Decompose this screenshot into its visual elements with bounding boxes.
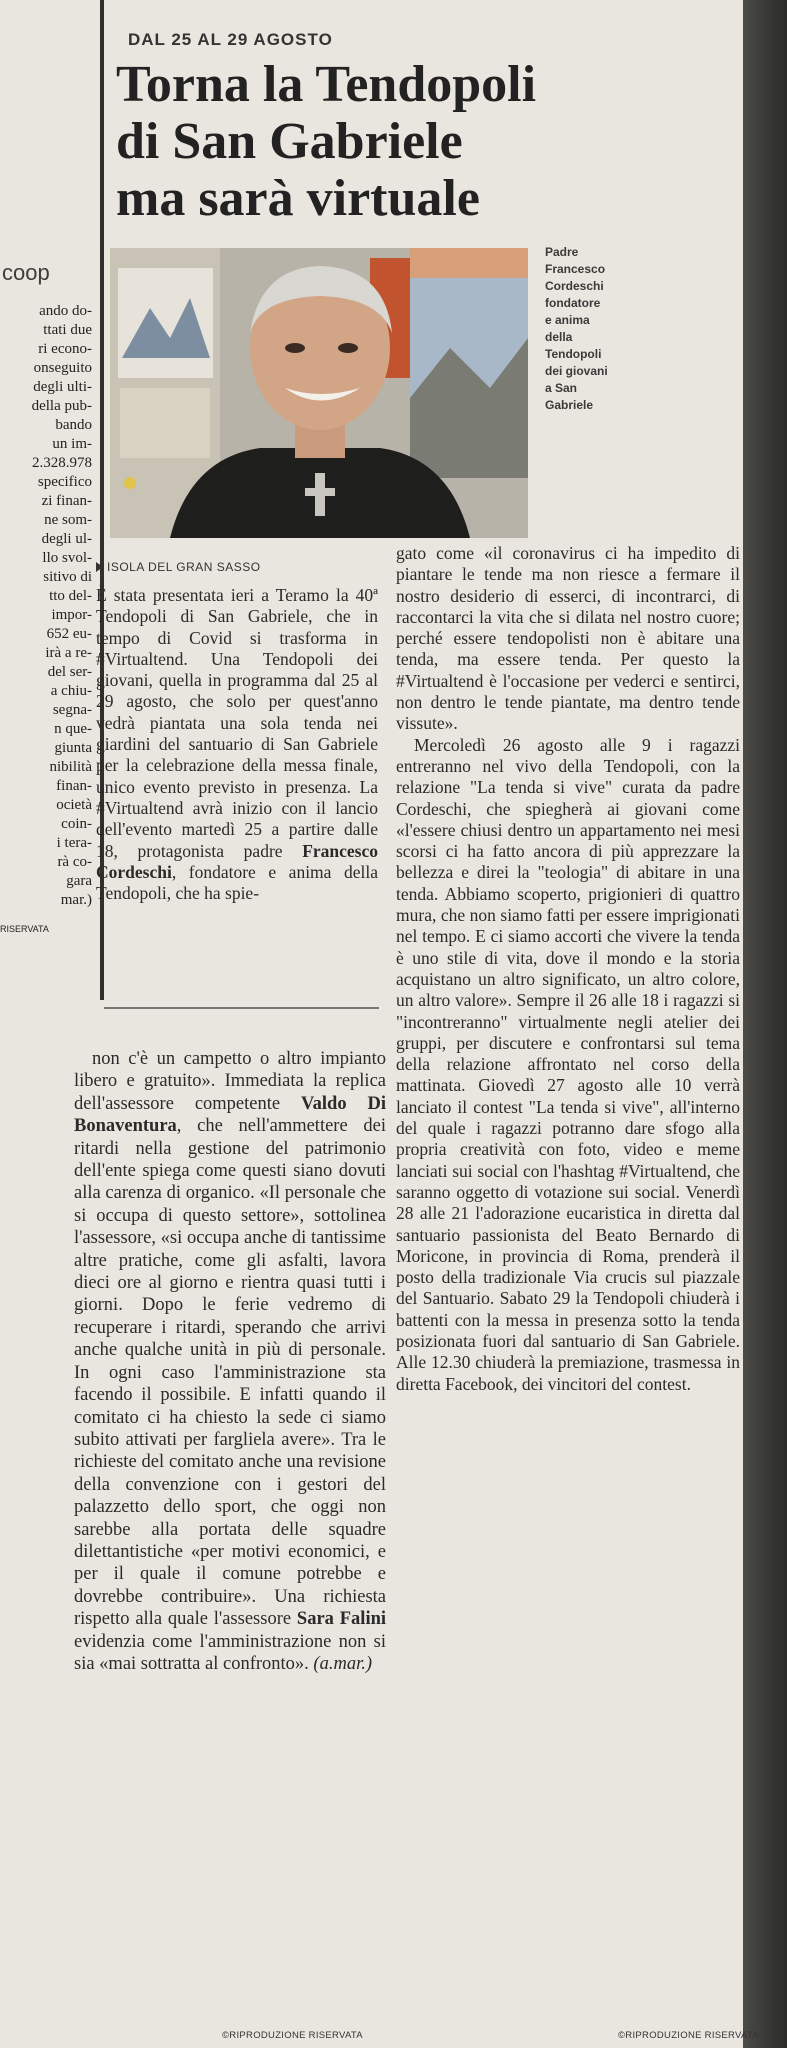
headline-line: Torna la Tendopoli: [116, 56, 537, 113]
location-tag: [96, 560, 261, 574]
caption-line: Tendopoli: [545, 347, 602, 361]
left-text-line: rà co-: [57, 854, 92, 870]
left-text-line: ocietà: [56, 797, 92, 813]
left-text-line: ando do-: [39, 303, 92, 319]
left-text-line: giunta: [54, 740, 92, 756]
left-lines: [0, 302, 96, 910]
article-paragraph: gato come «il coronavirus ci ha impedito di piantare le tende ma non riesce a fermare il nostro desiderio di esserci, di incontrarci, di raccontarci la vita che si dilata nel nostro cuore; perché essere tendopolisti non è abitare una tenda, ma essere tenda. Per questo la #Virtualtend è l'occasione per vederci e sentirci, non dentro le tende piantate, ma dentro tende vissute».: [396, 543, 740, 734]
paragraph-text: , che nell'ammettere dei ritardi nella gestione del patrimonio dell'ente spiega come questi siano dovuti alla carenza di organico. «Il personale che si occupa di questo settore», sottolinea l'assessore, «si occupa anche di tantissime altre pratiche, come gli asfalti, lavora dieci ore al giorno e rientra quasi tutti i giorni. Dopo le ferie vedremo di recuperare i ritardi, sperando che arrivi anche qualche unità in più di personale. In ogni caso l'amministrazione sta facendo il possibile. E infatti quando il comitato ci ha chiesto la sede ci siamo subito attivati per fargliela avere». Tra le richieste del comitato anche una revisione della convenzione con i gestori del palazzetto dello sport, che oggi non sarebbe alla portata delle squadre dilettantistiche «per motivi economici, e per il quale il comune potrebbe e dovrebbe contribuire». Una richiesta rispetto alla quale l'assessore: [74, 1116, 386, 1630]
portrait-illustration: [110, 248, 528, 538]
page-edge-shadow: [743, 0, 787, 2048]
left-text-line: segna-: [52, 702, 92, 718]
left-text-line: ne som-: [44, 512, 92, 528]
left-text-line: ttati due: [43, 322, 92, 338]
paragraph-text: evidenzia come l'amministrazione non si sia «mai sottratta al confronto».: [74, 1631, 386, 1674]
photo-caption: [545, 244, 635, 414]
left-kicker: coop: [2, 260, 50, 285]
left-text-line: nibilità: [49, 759, 92, 775]
article-paragraph: Mercoledì 26 agosto alle 9 i ragazzi entreranno nel vivo della Tendopoli, con la relazione "La tenda si vive" curata da padre Cordeschi, che spiegherà ai giovani come «l'essere chiusi dentro un appartamento nei mesi scorsi ci ha fatto ancora di più apprezzare la bellezza e direi la "teologia" di abitare in una tenda. Abbiamo scoperto, prigionieri di quattro mura, che non siamo fatti per essere imprigionati nel tempo. E ci siamo accorti che vivere la tenda è uno stile di vita, dove il mondo e la storia acquistano un altro significato, un altro colore, un altro valore». Sempre il 26 alle 18 i ragazzi si "incontreranno" virtualmente negli atelier dei gruppi, per discutere e confrontarsi sul tema della relazione affrontato nel corso della mattinata. Giovedì 27 agosto alle 10 verrà lanciato il contest "La tenda si vive", all'interno del quale i ragazzi potranno dare sfogo alla propria creatività con foto, video e meme lanciati sui social con l'hashtag #Virtualtend, che saranno oggetto di votazione sui social. Venerdì 28 alle 21 l'adorazione eucaristica in diretta dal santuario passionista del Beato Bernardo di Moricone, in provincia di Roma, prenderà il posto della tradizionale Via crucis sul piazzale del Santuario. Sabato 29 la Tendopoli chiuderà i battenti con la messa in presenza sotto la tenda posizionata fuori dal santuario di San Gabriele. Alle 12.30 chiuderà la premiazione, trasmessa in diretta Facebook, dei vincitori del contest.: [396, 734, 740, 1394]
left-text-line: mar.): [60, 892, 92, 908]
left-copyright: RISERVATA: [0, 924, 49, 934]
article-date-kicker: DAL 25 AL 29 AGOSTO: [128, 30, 333, 49]
left-text-line: zi finan-: [41, 493, 92, 509]
left-text-line: llo svol-: [42, 550, 92, 566]
left-text-line: a chiu-: [50, 683, 92, 699]
triangle-icon: [96, 562, 103, 572]
left-text-line: ri econo-: [38, 341, 92, 357]
signature: (a.mar.): [313, 1653, 373, 1674]
left-text-line: irà a re-: [45, 645, 92, 661]
left-text-line: impor-: [51, 607, 92, 623]
left-text-line: del ser-: [47, 664, 92, 680]
divider-rule: [104, 1007, 379, 1009]
headline-line: ma sarà virtuale: [116, 170, 480, 227]
left-text-line: onseguito: [33, 360, 92, 376]
left-text-line: n que-: [54, 721, 92, 737]
paragraph-text: È stata presentata ieri a Teramo la 40ª Tendopoli di San Gabriele, che in tempo di Covid si trasforma in #Virtualtend. Una Tendopoli dei giovani, quella in programma dal 25 al 29 agosto, che solo per quest'anno vedrà piantata una sola tenda nei giardini del santuario di San Gabriele per la celebrazione della messa finale, unico evento previsto in presenza. La #Virtualtend avrà inizio con il lancio dell'evento martedì 25 a partire dalle 18, protagonista padre: [96, 585, 378, 861]
caption-line: Francesco: [545, 262, 606, 276]
bold-name: Sara Falini: [296, 1609, 387, 1630]
caption-line: e anima: [545, 313, 590, 327]
caption-line: fondatore: [545, 296, 601, 310]
bold-name: Francesco Cordeschi: [96, 840, 379, 882]
caption-line: dei giovani: [545, 364, 608, 378]
headline-line: di San Gabriele: [116, 113, 463, 170]
caption-line: Gabriele: [545, 398, 594, 412]
left-text-line: finan-: [56, 778, 92, 794]
paragraph-text: non c'è un campetto o altro impianto libero e gratuito». Immediata la replica dell'assessore competente: [74, 1049, 386, 1114]
left-text-line: sitivo di: [43, 569, 92, 585]
bold-name: Valdo Di Bonaventura: [74, 1093, 386, 1137]
lower-article-column: [74, 1048, 386, 1675]
left-clipped-column: [0, 240, 96, 934]
left-text-line: coin-: [61, 816, 92, 832]
left-text-line: degli ul-: [41, 531, 92, 547]
headline: [116, 56, 676, 227]
copyright-note: ©RIPRODUZIONE RISERVATA: [618, 2030, 759, 2041]
portrait-photo: [110, 248, 528, 538]
left-text-line: 652 eu-: [46, 626, 92, 642]
left-text-line: bando: [55, 417, 92, 433]
left-text-line: degli ulti-: [33, 379, 92, 395]
left-text-line: gara: [66, 873, 92, 889]
article-paragraph: [96, 585, 378, 904]
paragraph-text: , fondatore e anima della Tendopoli, che ha spie-: [96, 861, 378, 904]
copyright-note: ©RIPRODUZIONE RISERVATA: [222, 2030, 363, 2041]
article-column-1: [96, 585, 378, 904]
left-text-line: un im-: [52, 436, 92, 452]
location-tag-label: ISOLA DEL GRAN SASSO: [107, 560, 261, 574]
caption-line: della: [545, 330, 573, 344]
left-text-line: i tera-: [56, 835, 92, 851]
caption-line: Padre: [545, 245, 579, 259]
caption-line: Cordeschi: [545, 279, 604, 293]
article-column-2: [396, 543, 740, 1395]
left-text-line: tto del-: [49, 588, 92, 604]
caption-line: a San: [545, 381, 578, 395]
article-paragraph: [74, 1048, 386, 1675]
left-text-line: specifico: [37, 474, 92, 490]
left-text-line: della pub-: [31, 398, 92, 414]
left-text-line: 2.328.978: [32, 455, 92, 471]
